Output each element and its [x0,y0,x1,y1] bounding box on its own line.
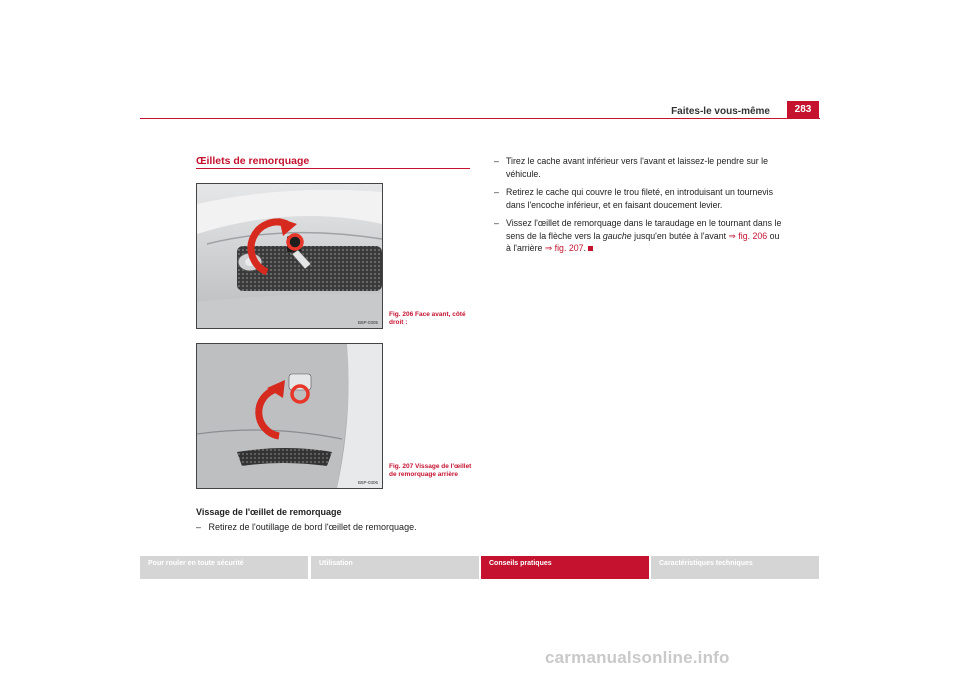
figure-rear-bumper [196,343,383,489]
step-text: Vissez l'œillet de remorquage dans le taraudage en le tournant dans le sens de la flèche vers la gauche jusqu'en butée à l'avant ⇒ fig. 206 ou à l'arrière ⇒ fig. 207. [506,218,782,253]
figure-front-bumper [196,183,383,329]
step-dash: – [494,187,499,197]
section-divider [196,168,470,169]
procedure-step-4 [494,217,784,255]
figure-caption-206: Fig. 206 Face avant, côté droit : [389,311,466,326]
direction-word: gauche [602,230,632,241]
procedure-heading: Vissage de l'œillet de remorquage [196,507,342,517]
procedure-step-3 [494,186,784,211]
procedure-step-1 [196,522,417,532]
section-end-marker [588,246,593,251]
step-dash: – [494,156,499,166]
figure-code: B5P-0305 [357,320,378,325]
front-bumper-illustration [197,184,382,328]
step-text: Retirez de l'outillage de bord l'œillet de remorquage. [208,522,417,532]
rear-bumper-illustration [197,344,382,488]
link-fig-207[interactable]: ⇒ fig. 207 [544,243,584,253]
nav-tab-caracteristiques[interactable]: Caractéristiques techniques [651,556,819,579]
page-header-title: Faites-le vous-même [671,106,770,117]
page-number-badge: 283 [787,101,819,118]
nav-tab-securite[interactable]: Pour rouler en toute sécurité [140,556,308,579]
step-text: Tirez le cache avant inférieur vers l'avant et laissez-le pendre sur le véhicule. [506,156,768,179]
step-dash: – [494,218,499,228]
nav-tab-utilisation[interactable]: Utilisation [311,556,479,579]
header-divider [140,118,820,119]
link-fig-206[interactable]: ⇒ fig. 206 [728,230,768,241]
procedure-step-2 [494,155,784,180]
figure-caption-207: Fig. 207 Vissage de l'œillet de remorquage arrière [389,463,472,478]
step-text: Retirez le cache qui couvre le trou fileté, en introduisant un tournevis dans l'encoche inférieur, et en faisant doucement levier. [506,187,773,210]
step-dash: – [196,522,202,532]
section-title: Œillets de remorquage [196,155,310,167]
watermark: carmanualsonline.info [545,648,730,667]
nav-tab-conseils-pratiques[interactable]: Conseils pratiques [481,556,649,579]
figure-code: B5P-0306 [357,480,378,485]
